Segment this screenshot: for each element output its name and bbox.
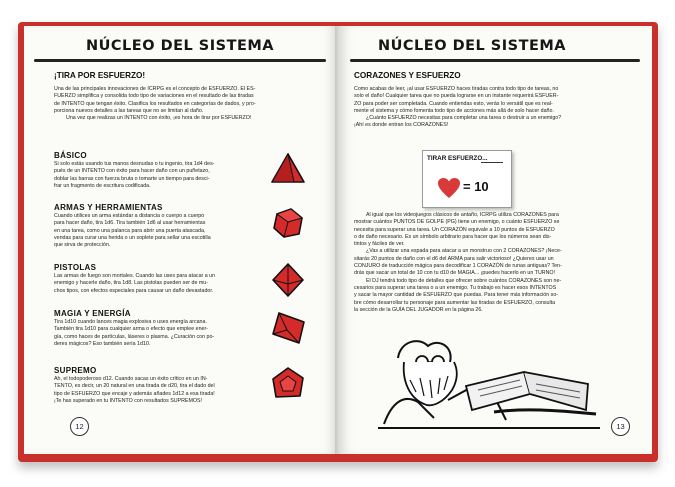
text-line: doblar las barras con fuerza bruta o tomarte un tiempo para desci-	[54, 175, 210, 182]
text-line: solo el daño! Cualquier tarea que no pueda lograrse en un instante requerirá ESFUER-	[354, 93, 559, 100]
text-line: TENTO, es decir, un 20 natural en una tirada de d20, tira el dado del	[54, 383, 215, 390]
text-line: ZO para poder ser completada. Cuando entiendas esto, verás lo versátil que es real-	[354, 100, 553, 107]
text-line: necesita para superar una tarea. Un CORAZÓN equivale a 10 puntos de ESFUERZO	[354, 226, 555, 233]
corazones-explanation	[354, 212, 616, 314]
entry-title-supremo: SUPREMO	[54, 366, 97, 375]
text-line: porciona nuevos detalles a las tareas que no se limitan al daño.	[54, 107, 204, 114]
d6-icon	[271, 206, 305, 240]
text-line: tintos y fáciles de ver.	[354, 241, 405, 248]
text-line: ¡Ahí es donde entran los CORAZONES!	[354, 122, 449, 129]
text-line: deres mágicos? Eso también sería 1d10.	[54, 340, 151, 347]
title-underline	[350, 59, 640, 62]
text-line: ¿Cuánto ESFUERZO necesitas para completar una tarea o destruir a un enemigo?	[366, 115, 562, 122]
text-line: para hacer daño, tira 1d6. Tira también 1d6 al usar herramientas	[54, 220, 206, 227]
entry-text-pistolas	[54, 273, 266, 295]
running-title: NÚCLEO DEL SISTEMA	[86, 38, 275, 54]
text-line: y sacar la mayor cantidad de ESFUERZO que puedas. Para tener más información so-	[354, 292, 559, 299]
text-line: cesarios para superar una tarea o a un enemigo. Tu trabajo es hacer esos INTENTOS	[354, 284, 557, 291]
bearded-reader-illustration	[374, 332, 604, 430]
corazones-paragraph	[354, 86, 616, 130]
section-title: CORAZONES Y ESFUERZO	[354, 71, 461, 80]
text-line: ¿Vas a utilizar una espada para atacar a un monstruo con 2 CORAZONES? ¡Nece-	[366, 248, 562, 255]
text-line: frar un fragmento de escritura codificada.	[54, 182, 151, 189]
entry-text-armas	[54, 213, 266, 249]
text-line: CONJURO de traducción mágica para decodificar 1 CORAZÓN de runas antiguas? Ten-	[354, 263, 562, 270]
text-line: que sirva de protección.	[54, 242, 111, 249]
text-line: pués de un INTENTO con éxito para hacer daño con un puñetazo,	[54, 168, 210, 175]
entry-text-supremo	[54, 376, 266, 405]
d10-icon	[269, 310, 307, 346]
text-line: Una de las principales innovaciones de ICRPG es el concepto de ESFUERZO. El ES-	[54, 86, 256, 92]
text-line: Las armas de fuego son mortales. Cuando las uses para atacar a un	[54, 273, 216, 279]
page-number: 12	[70, 417, 89, 436]
entry-text-basico	[54, 161, 266, 190]
entry-title-basico: BÁSICO	[54, 151, 87, 160]
section-title: ¡TIRA POR ESFUERZO!	[54, 71, 146, 80]
right-page	[338, 26, 652, 454]
card-underline	[481, 162, 503, 163]
title-underline	[34, 59, 326, 62]
d4-icon	[270, 152, 306, 186]
text-line: de INTENTO que tengan éxito. Clasifica los resultados en categorías de dados, y pro-	[54, 100, 256, 107]
card-heading: TIRAR ESFUERZO...	[427, 155, 488, 162]
text-line: Si solo estás usando tus manos desnudas o tu ingenio, tira 1d4 des-	[54, 161, 215, 167]
d8-icon	[271, 262, 305, 298]
left-page	[24, 26, 338, 454]
text-line: sitarás 20 puntos de daño con el d6 del ARMA para salir victorioso! ¿Quieres usar un	[354, 255, 554, 262]
effort-card	[422, 150, 512, 208]
text-line: Tira 1d10 cuando lances magia explosiva o uses energía arcana.	[54, 319, 207, 325]
text-line: También tira 1d10 para cualquier arma o efecto que emplee ener-	[54, 326, 208, 333]
d12-icon	[270, 366, 306, 402]
text-line: gía, como haces de partículas, láseres o plasma. ¿Curación con po-	[54, 333, 215, 340]
text-line: Cuando utilices un arma estándar a distancia o cuerpo a cuerpo	[54, 213, 205, 219]
text-line: chos tipos, con efectos especiales para causar un daño devastador.	[54, 287, 214, 294]
text-line: enemigo y hacerle daño, tira 1d8. Las pistolas pueden ser de mu-	[54, 280, 208, 287]
text-line: El DJ tendrá todo tipo de detalles que ofrecer sobre cuántos CORAZONES son ne-	[366, 277, 562, 284]
entry-title-armas: ARMAS Y HERRAMIENTAS	[54, 203, 163, 212]
text-line: vendas para curar una herida o un soplete para sellar una escotilla	[54, 234, 211, 241]
card-equation: = 10	[463, 179, 489, 194]
text-line: mostrar cuántos PUNTOS DE GOLPE (PG) tiene un enemigo, o cuánto ESFUERZO se	[354, 219, 560, 226]
text-line: bre cómo desarrollar tu personaje para aumentar las tiradas de ESFUERZO, consulta	[354, 299, 556, 306]
text-line: Como acabas de leer, ¡al usar ESFUERZO haces tiradas contra todo tipo de tareas, no	[354, 86, 559, 92]
text-line: en una tarea, como una palanca para abrir una puerta atascada,	[54, 227, 206, 234]
text-line: drás que sacar un total de 10 con tu d10 de MAGIA... ¡puedes hacerlo en un TURNO!	[354, 270, 556, 277]
text-line: Al igual que los videojuegos clásicos de antaño, ICRPG utiliza CORAZONES para	[366, 212, 559, 218]
text-line: la sección de la GUÍA DEL JUGADOR en la página 26.	[354, 306, 483, 313]
text-line: ¡Te has superado en tu INTENTO con resultados SUPREMOS!	[54, 397, 202, 404]
text-line: Ah, el todopoderoso d12. Cuando sacas un éxito crítico en un IN-	[54, 376, 208, 382]
intro-paragraph	[54, 86, 316, 122]
running-title: NÚCLEO DEL SISTEMA	[378, 38, 567, 54]
entry-title-pistolas: PISTOLAS	[54, 263, 97, 272]
text-line: o de daño necesario. Es un símbolo arbitrario para hacer que los números sean dis-	[354, 233, 552, 240]
text-line: FUERZO simplifica y consolida todo tipo de variaciones en el resultado de las tiradas	[54, 93, 254, 100]
heart-icon	[437, 177, 461, 199]
entry-text-magia	[54, 319, 266, 348]
page-number: 13	[611, 417, 630, 436]
text-line: tipo de ESFUERZO que encaje y además añades 1d12 a esa tirada!	[54, 390, 215, 397]
text-line: Una vez que realizas un INTENTO con éxito, ¡es hora de tirar por ESFUERZO!	[66, 115, 252, 122]
text-line: mente el sistema y cómo fomenta todo tipo de acciones más allá de solo hacer daño.	[354, 107, 554, 114]
entry-title-magia: MAGIA Y ENERGÍA	[54, 309, 131, 318]
